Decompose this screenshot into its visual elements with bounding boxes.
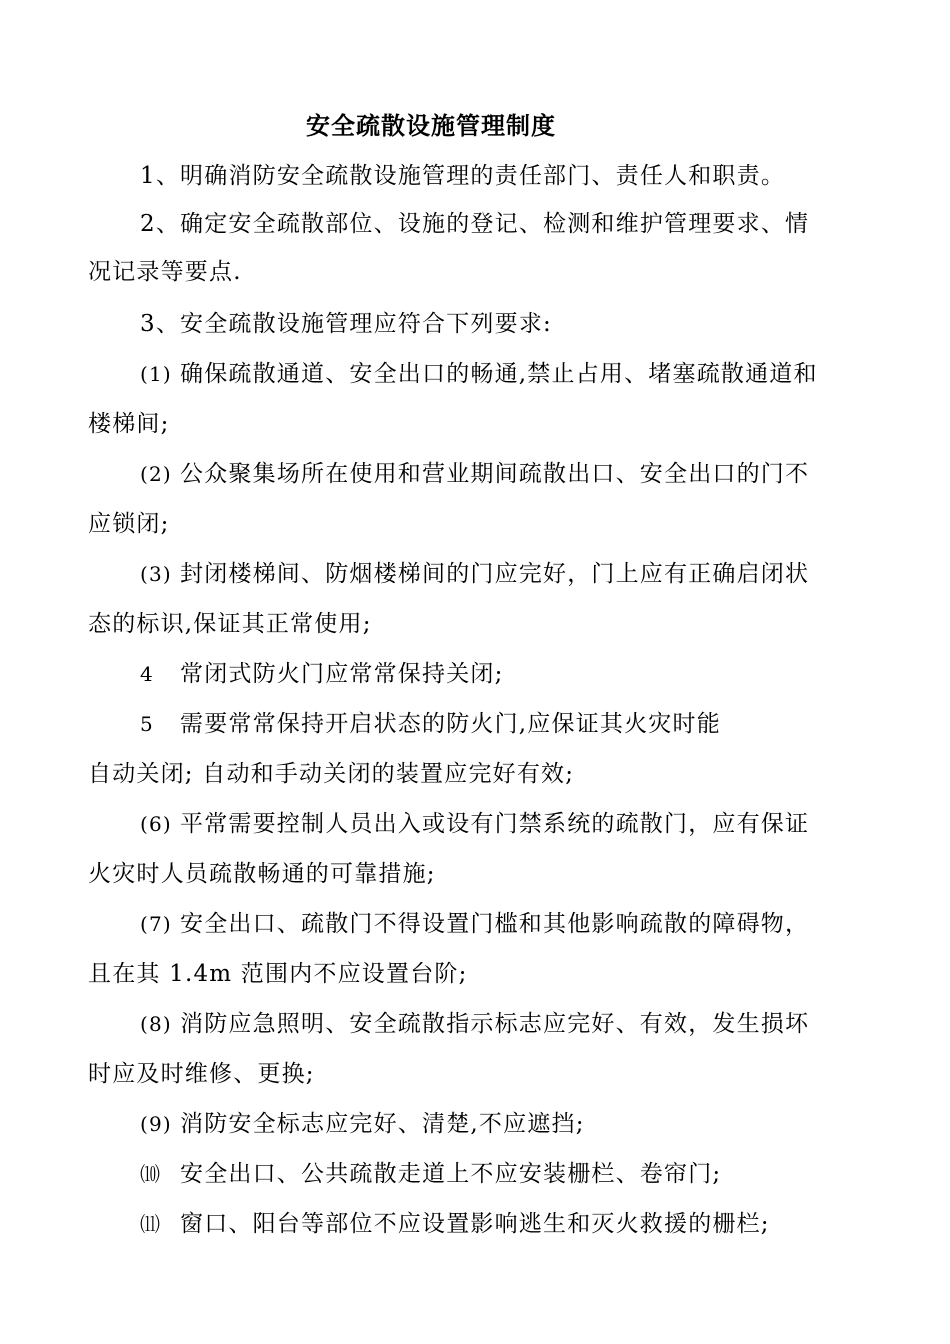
list-item-11 xyxy=(140,1204,770,1244)
list-item-4 xyxy=(140,654,504,694)
paragraph-1: 1、明确消防安全疏散设施管理的责任部门、责任人和职责。 xyxy=(140,163,786,189)
list-marker: ⑽ xyxy=(140,1162,162,1186)
list-item-7 xyxy=(140,904,809,944)
list-item-text: 窗口、阳台等部位不应设置影响逃生和灭火救援的栅栏; xyxy=(180,1211,770,1237)
list-item-1 xyxy=(140,354,818,394)
list-item-3 xyxy=(140,554,809,594)
list-item-text: 需要常常保持开启状态的防火门,应保证其火灾时能 xyxy=(180,711,721,737)
list-item-text: 平常需要控制人员出入或设有门禁系统的疏散门，应有保证 xyxy=(180,811,810,837)
paragraph-2-cont: 况记录等要点. xyxy=(88,259,242,285)
list-marker: (6) xyxy=(140,812,172,836)
list-item-7-cont: 且在其 1.4m 范围内不应设置台阶; xyxy=(88,961,468,987)
list-item-text: 公众聚集场所在使用和营业期间疏散出口、安全出口的门不 xyxy=(180,461,810,487)
list-marker: ⑾ xyxy=(140,1212,162,1236)
list-item-8 xyxy=(140,1004,809,1044)
document-title: 安全疏散设施管理制度 xyxy=(306,111,556,140)
list-item-text: 消防应急照明、安全疏散指示标志应完好、有效，发生损坏 xyxy=(180,1011,810,1037)
paragraph-2: 2、确定安全疏散部位、设施的登记、检测和维护管理要求、情 xyxy=(140,211,810,237)
paragraph-3: 3、安全疏散设施管理应符合下列要求: xyxy=(140,311,552,337)
list-item-2-cont: 应锁闭; xyxy=(88,511,170,537)
list-item-text: 安全出口、疏散门不得设置门槛和其他影响疏散的障碍物， xyxy=(180,911,810,937)
list-marker: 5 xyxy=(140,712,154,736)
list-marker: (9) xyxy=(140,1112,172,1136)
list-item-text: 安全出口、公共疏散走道上不应安装栅栏、卷帘门; xyxy=(180,1161,722,1187)
list-marker: (2) xyxy=(140,462,172,486)
list-item-2 xyxy=(140,454,809,494)
list-item-text: 封闭楼梯间、防烟楼梯间的门应完好，门上应有正确启闭状 xyxy=(180,561,810,587)
list-item-text: 常闭式防火门应常常保持关闭; xyxy=(180,661,504,687)
list-item-1-cont: 楼梯间; xyxy=(88,411,170,437)
list-item-3-cont: 态的标识,保证其正常使用; xyxy=(88,611,372,637)
list-item-text: 确保疏散通道、安全出口的畅通,禁止占用、堵塞疏散通道和 xyxy=(180,361,818,387)
list-marker: (7) xyxy=(140,912,172,936)
list-marker: (3) xyxy=(140,562,172,586)
list-item-5 xyxy=(140,704,721,744)
list-marker: 4 xyxy=(140,662,154,686)
list-item-6 xyxy=(140,804,809,844)
list-item-5-cont: 自动关闭; 自动和手动关闭的装置应完好有效; xyxy=(88,761,575,787)
list-item-text: 消防安全标志应完好、清楚,不应遮挡; xyxy=(180,1111,585,1137)
list-item-8-cont: 时应及时维修、更换; xyxy=(88,1061,315,1087)
list-item-9 xyxy=(140,1104,585,1144)
list-marker: (8) xyxy=(140,1012,172,1036)
list-item-6-cont: 火灾时人员疏散畅通的可靠措施; xyxy=(88,861,436,887)
list-item-10 xyxy=(140,1154,721,1194)
list-marker: (1) xyxy=(140,362,172,386)
